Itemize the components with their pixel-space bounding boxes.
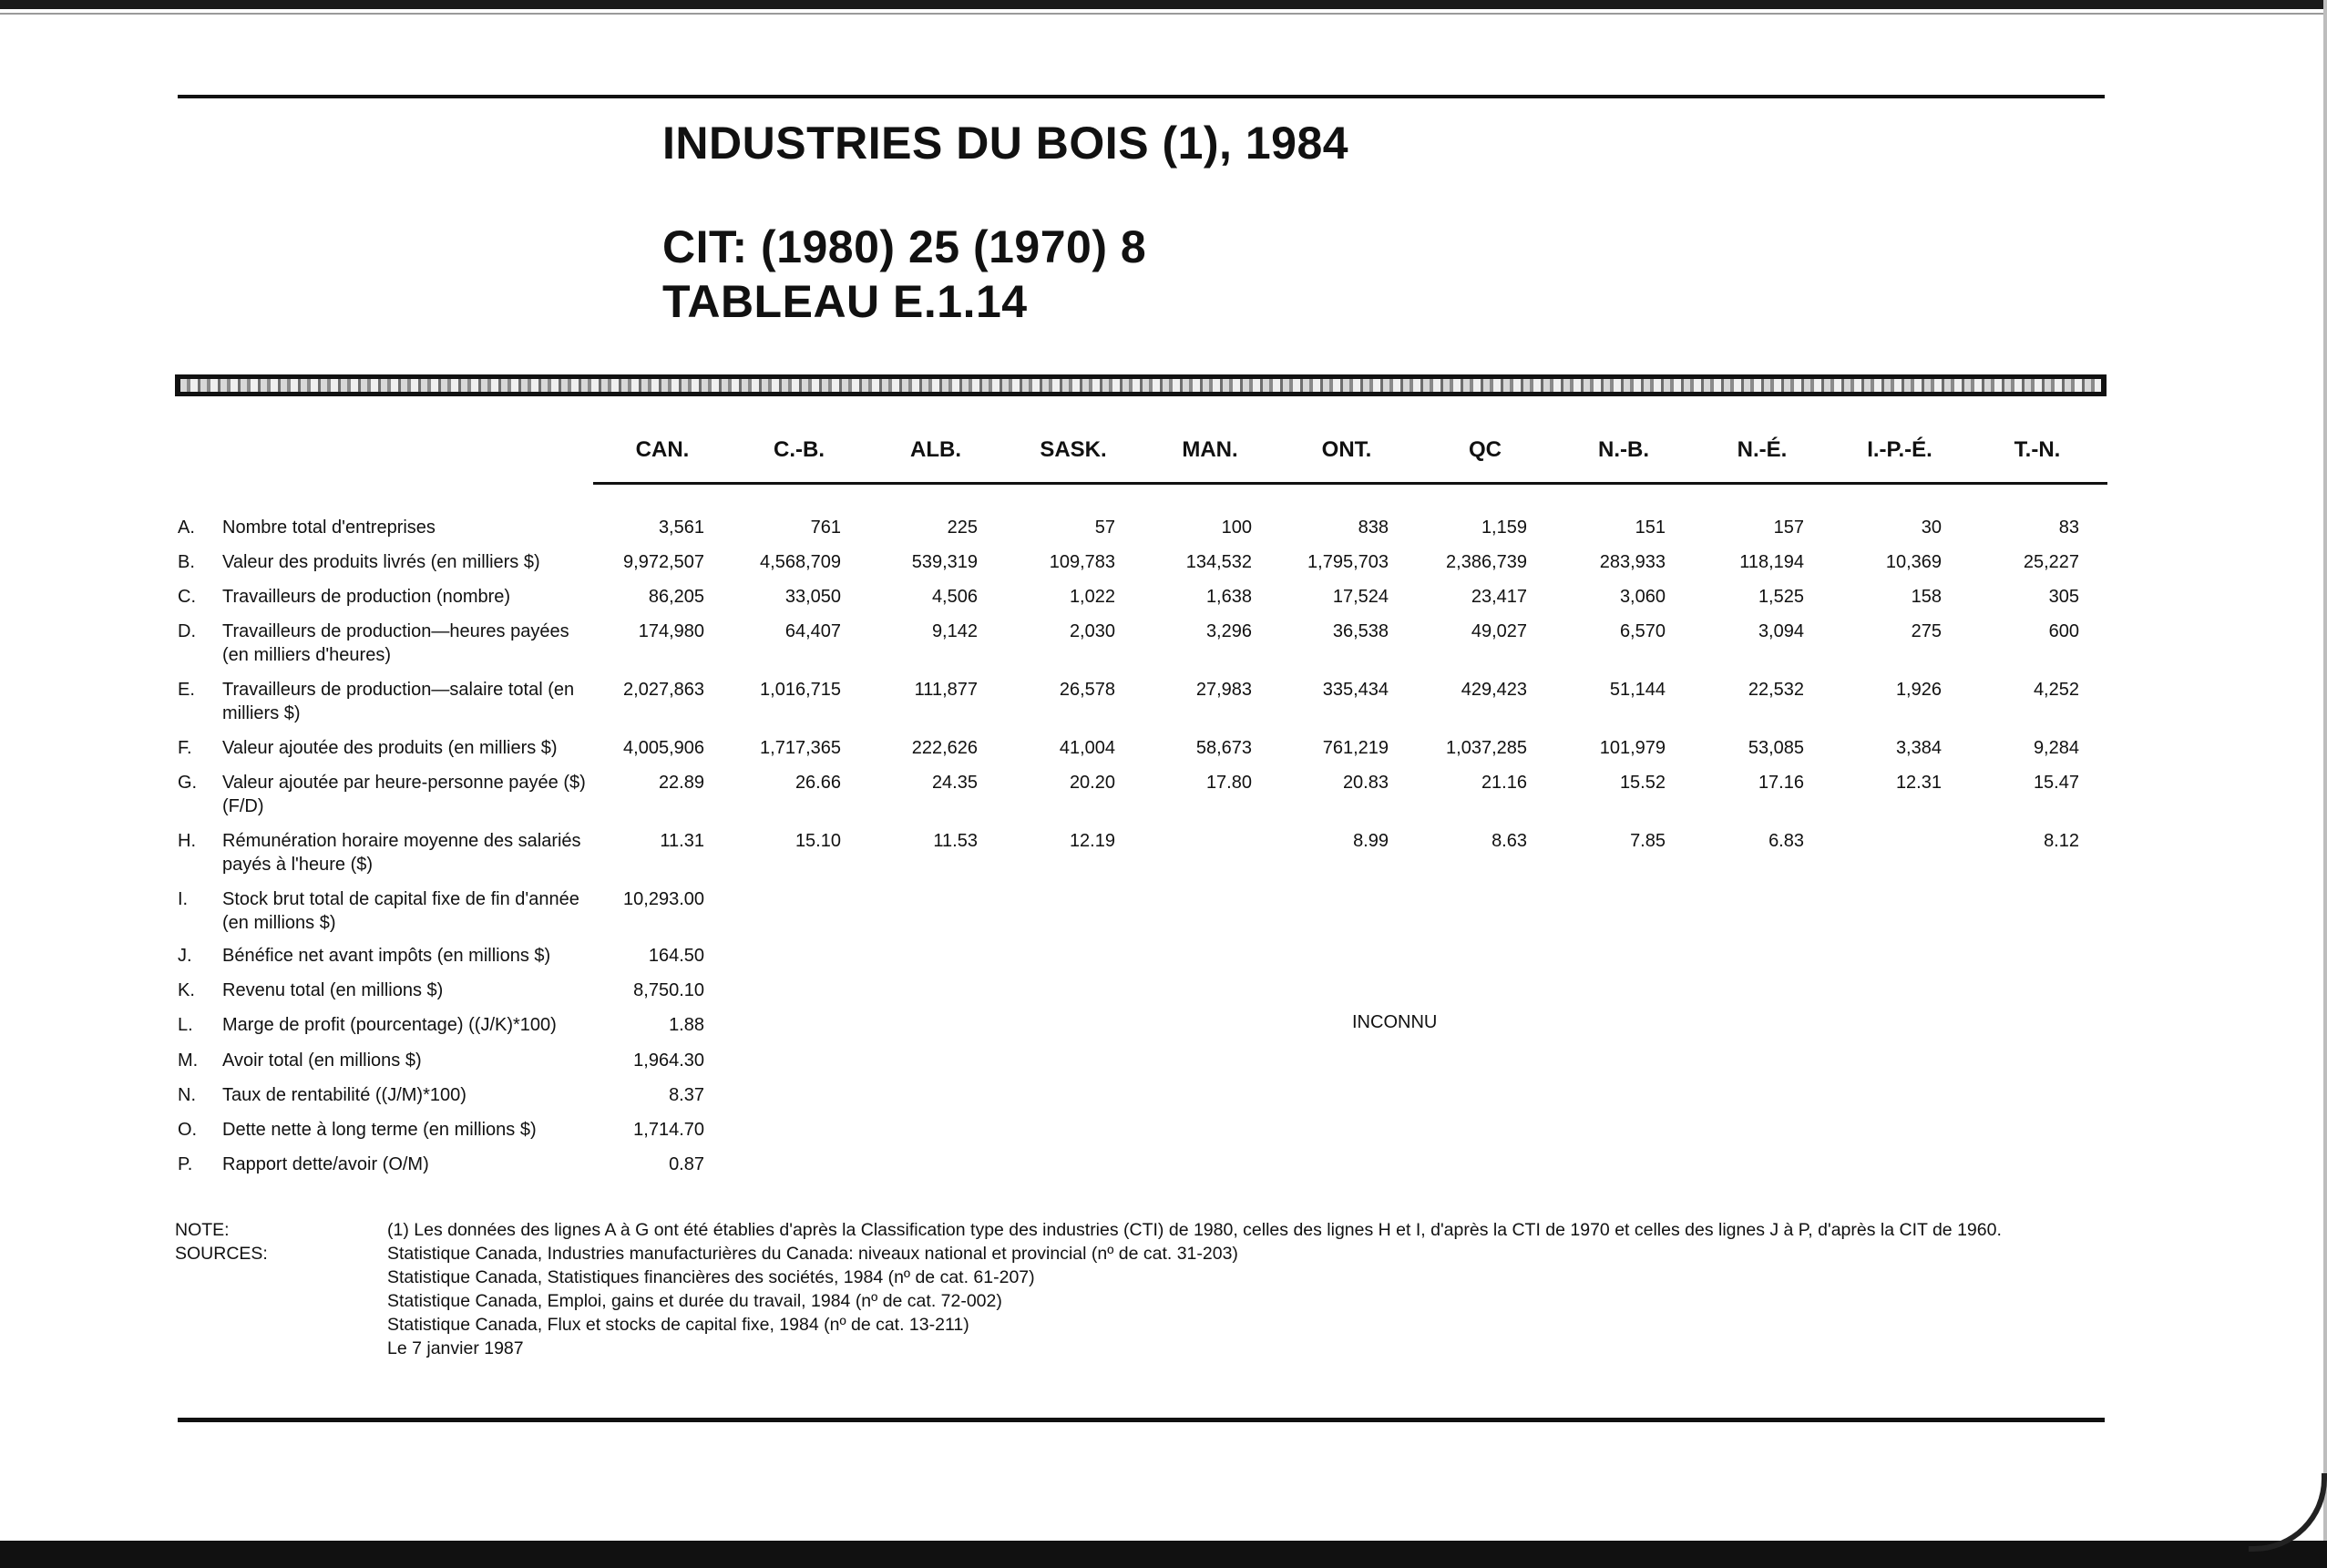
row-label: Valeur ajoutée des produits (en milliers $) — [222, 738, 558, 758]
note-key: NOTE: — [175, 1220, 230, 1240]
table-cell: 10,293.00 — [623, 889, 704, 909]
column-header: ONT. — [1321, 437, 1372, 462]
table-cell: 22.89 — [658, 773, 704, 793]
table-cell: 64,407 — [784, 621, 841, 641]
table-cell: 225 — [947, 518, 978, 538]
column-header: SASK. — [1040, 437, 1107, 462]
table-cell: 15.47 — [2033, 773, 2079, 793]
table-cell: 8.99 — [1353, 831, 1389, 851]
table-cell: 30 — [1921, 518, 1942, 538]
table-cell: 15.10 — [794, 831, 841, 851]
table-cell: 11.31 — [660, 831, 704, 851]
table-cell: 3,384 — [1895, 738, 1942, 758]
table-cell: 6,570 — [1619, 621, 1666, 641]
row-letter: E. — [178, 680, 195, 700]
table-cell: 24.35 — [931, 773, 978, 793]
table-cell: 3,296 — [1205, 621, 1252, 641]
table-cell: 111,877 — [914, 680, 978, 700]
table-cell: 1,525 — [1758, 587, 1804, 607]
table-cell: 12.19 — [1069, 831, 1115, 851]
table-cell: 157 — [1773, 518, 1804, 538]
row-letter: P. — [178, 1154, 193, 1174]
table-cell: 761 — [810, 518, 841, 538]
table-cell: 33,050 — [784, 587, 841, 607]
row-label: Travailleurs de production—salaire total (en milliers $) — [222, 680, 575, 723]
table-cell: 151 — [1635, 518, 1666, 538]
scan-edge-right — [2323, 0, 2327, 1568]
row-letter: K. — [178, 980, 195, 1000]
table-cell: 22,532 — [1748, 680, 1804, 700]
table-cell: 1,795,703 — [1307, 552, 1389, 572]
row-label: Rémunération horaire moyenne des salariés payés à l'heure ($) — [222, 831, 581, 875]
column-header: QC — [1469, 437, 1502, 462]
row-label: Revenu total (en millions $) — [222, 980, 444, 1000]
table-cell: 17.80 — [1205, 773, 1252, 793]
table-cell: 25,227 — [2023, 552, 2079, 572]
row-letter: O. — [178, 1120, 198, 1140]
table-cell: 109,783 — [1049, 552, 1115, 572]
row-letter: D. — [178, 621, 196, 641]
table-cell: 20.83 — [1342, 773, 1389, 793]
table-cell: 8,750.10 — [633, 980, 704, 1000]
table-cell: 3,561 — [658, 518, 704, 538]
row-letter: I. — [178, 889, 189, 909]
table-cell: 41,004 — [1059, 738, 1115, 758]
table-id: TABLEAU E.1.14 — [662, 276, 1028, 327]
table-cell: 10,369 — [1885, 552, 1942, 572]
document-subtitle: CIT: (1980) 25 (1970) 8 — [662, 221, 1147, 272]
table-cell: 9,284 — [2033, 738, 2079, 758]
table-cell: 9,142 — [931, 621, 978, 641]
row-label: Dette nette à long terme (en millions $) — [222, 1120, 537, 1140]
row-letter: F. — [178, 738, 192, 758]
table-cell: 8.37 — [669, 1085, 704, 1105]
column-header: I.-P.-É. — [1867, 437, 1932, 462]
row-label: Travailleurs de production—heures payées (en milliers d'heures) — [222, 621, 569, 665]
table-cell: 83 — [2058, 518, 2079, 538]
table-cell: 305 — [2048, 587, 2079, 607]
table-cell: 838 — [1358, 518, 1389, 538]
column-header: N.-É. — [1737, 437, 1788, 462]
table-cell: 20.20 — [1069, 773, 1115, 793]
scan-edge-line — [0, 13, 2327, 15]
row-letter: M. — [178, 1050, 199, 1071]
table-cell: 4,506 — [931, 587, 978, 607]
row-label: Valeur des produits livrés (en milliers $) — [222, 552, 540, 572]
table-cell: 21.16 — [1481, 773, 1527, 793]
table-cell: 23,417 — [1471, 587, 1527, 607]
row-letter: N. — [178, 1085, 196, 1105]
column-header: MAN. — [1182, 437, 1238, 462]
note-text: (1) Les données des lignes A à G ont été établies d'après la Classification type des industries (CTI) de 1980, celles des lignes H et I, d'après la CTI de 1970 et celles des lignes J à P, d'après la CIT de 1960. — [387, 1220, 2002, 1240]
source-item: Statistique Canada, Emploi, gains et durée du travail, 1984 (nº de cat. 72-002) — [387, 1291, 1002, 1311]
table-cell: 2,386,739 — [1446, 552, 1527, 572]
row-label: Rapport dette/avoir (O/M) — [222, 1154, 429, 1174]
source-item: Statistique Canada, Flux et stocks de capital fixe, 1984 (nº de cat. 13-211) — [387, 1315, 969, 1335]
table-cell: 1,717,365 — [760, 738, 841, 758]
table-cell: 283,933 — [1599, 552, 1666, 572]
table-cell: 158 — [1911, 587, 1942, 607]
row-label: Avoir total (en millions $) — [222, 1050, 422, 1071]
row-label: Nombre total d'entreprises — [222, 518, 436, 538]
table-cell: 1,638 — [1205, 587, 1252, 607]
table-cell: 275 — [1911, 621, 1942, 641]
row-letter: B. — [178, 552, 195, 572]
row-label: Stock brut total de capital fixe de fin d'année (en millions $) — [222, 889, 579, 933]
table-cell: 0.87 — [669, 1154, 704, 1174]
column-header: C.-B. — [774, 437, 825, 462]
row-letter: G. — [178, 773, 198, 793]
table-cell: 9,972,507 — [623, 552, 704, 572]
table-cell: 49,027 — [1471, 621, 1527, 641]
table-cell: 1,964.30 — [633, 1050, 704, 1071]
table-cell: 429,423 — [1461, 680, 1527, 700]
table-cell: 1,926 — [1895, 680, 1942, 700]
table-cell: 118,194 — [1739, 552, 1804, 572]
table-cell: 4,568,709 — [760, 552, 841, 572]
source-item: Statistique Canada, Statistiques financières des sociétés, 1984 (nº de cat. 61-207) — [387, 1267, 1035, 1287]
row-letter: A. — [178, 518, 195, 538]
table-cell: 3,060 — [1619, 587, 1666, 607]
header-banner — [175, 374, 2107, 396]
scan-edge-top — [0, 0, 2327, 9]
bottom-rule — [178, 1418, 2105, 1422]
row-letter: C. — [178, 587, 196, 607]
table-cell: 36,538 — [1332, 621, 1389, 641]
table-cell: 1,037,285 — [1446, 738, 1527, 758]
table-cell: 101,979 — [1599, 738, 1666, 758]
table-cell: 1,714.70 — [633, 1120, 704, 1140]
table-cell: 1.88 — [669, 1015, 704, 1035]
column-header: CAN. — [635, 437, 690, 462]
table-cell: 26,578 — [1059, 680, 1115, 700]
source-item: Statistique Canada, Industries manufacturières du Canada: niveaux national et provincial (nº de cat. 31-203) — [387, 1244, 1238, 1264]
table-cell: 58,673 — [1195, 738, 1252, 758]
table-cell: 26.66 — [794, 773, 841, 793]
table-cell: 3,094 — [1758, 621, 1804, 641]
table-cell: 57 — [1094, 518, 1115, 538]
table-cell: 17,524 — [1332, 587, 1389, 607]
table-cell: 17.16 — [1758, 773, 1804, 793]
row-label: Travailleurs de production (nombre) — [222, 587, 511, 607]
table-cell: 8.12 — [2044, 831, 2079, 851]
table-cell: 222,626 — [911, 738, 978, 758]
table-cell: 134,532 — [1185, 552, 1252, 572]
scan-edge-bottom — [0, 1541, 2327, 1568]
column-header: T.-N. — [2014, 437, 2061, 462]
column-header: N.-B. — [1598, 437, 1649, 462]
sources-key: SOURCES: — [175, 1244, 268, 1264]
table-cell: 7.85 — [1630, 831, 1666, 851]
table-cell: 335,434 — [1322, 680, 1389, 700]
table-cell: 4,005,906 — [623, 738, 704, 758]
table-cell: 164.50 — [648, 946, 704, 966]
row-label: Bénéfice net avant impôts (en millions $) — [222, 946, 551, 966]
row-label: Taux de rentabilité ((J/M)*100) — [222, 1085, 466, 1105]
table-cell: 1,159 — [1481, 518, 1527, 538]
table-cell: 51,144 — [1609, 680, 1666, 700]
column-header: ALB. — [910, 437, 961, 462]
row-letter: L. — [178, 1015, 193, 1035]
table-cell: 100 — [1221, 518, 1252, 538]
table-cell: 600 — [2048, 621, 2079, 641]
note-date: Le 7 janvier 1987 — [387, 1338, 524, 1358]
header-rule — [593, 482, 2107, 485]
table-cell: 1,022 — [1069, 587, 1115, 607]
table-cell: 12.31 — [1895, 773, 1942, 793]
table-cell: 4,252 — [2033, 680, 2079, 700]
row-letter: J. — [178, 946, 192, 966]
table-cell: 8.63 — [1492, 831, 1527, 851]
table-cell: 6.83 — [1768, 831, 1804, 851]
table-cell: 1,016,715 — [760, 680, 841, 700]
table-cell: 2,027,863 — [623, 680, 704, 700]
table-cell: 15.52 — [1619, 773, 1666, 793]
table-cell: 2,030 — [1069, 621, 1115, 641]
table-cell: 27,983 — [1195, 680, 1252, 700]
unknown-label: INCONNU — [1352, 1012, 1438, 1032]
row-letter: H. — [178, 831, 196, 851]
table-cell: 539,319 — [911, 552, 978, 572]
row-label: Marge de profit (pourcentage) ((J/K)*100) — [222, 1015, 557, 1035]
row-label: Valeur ajoutée par heure-personne payée ($) (F/D) — [222, 773, 586, 816]
table-cell: 761,219 — [1322, 738, 1389, 758]
table-cell: 11.53 — [933, 831, 978, 851]
table-cell: 53,085 — [1748, 738, 1804, 758]
table-cell: 86,205 — [648, 587, 704, 607]
top-rule — [178, 95, 2105, 98]
document-title: INDUSTRIES DU BOIS (1), 1984 — [662, 118, 1349, 169]
table-cell: 174,980 — [638, 621, 704, 641]
